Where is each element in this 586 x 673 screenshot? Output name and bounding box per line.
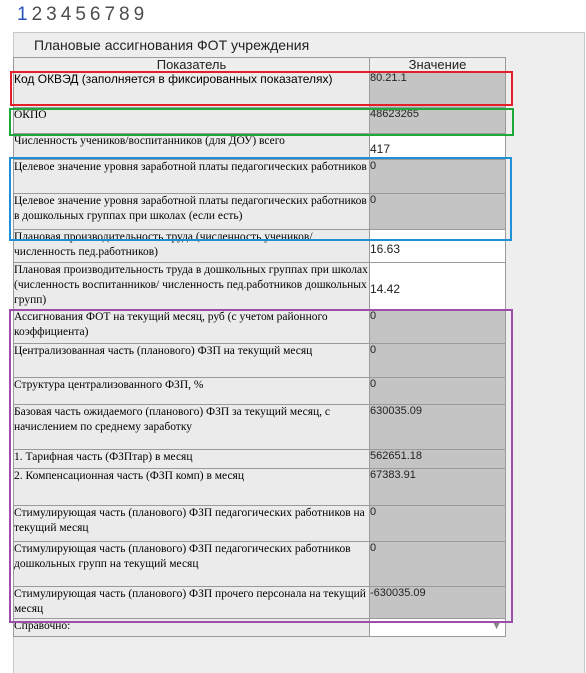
row-label: ОКПО	[14, 108, 370, 134]
table-row	[14, 108, 506, 134]
table-row	[14, 72, 506, 108]
row-value[interactable]: 562651.18	[370, 450, 506, 469]
page-link-2[interactable]: 2	[31, 4, 43, 25]
reference-label: Справочно:	[14, 619, 370, 637]
row-label: 2. Компенсационная часть (ФЗП комп) в месяц	[14, 469, 370, 506]
table-row	[14, 194, 506, 230]
row-label: Стимулирующая часть (планового) ФЗП педагогических работников на текущий месяц	[14, 506, 370, 542]
table-row	[14, 405, 506, 450]
page-link-5[interactable]: 5	[75, 4, 86, 25]
row-label: Централизованная часть (планового) ФЗП на текущий месяц	[14, 344, 370, 378]
row-label: Структура централизованного ФЗП, %	[14, 378, 370, 405]
row-value[interactable]: 0	[370, 378, 506, 405]
row-label: Ассигнования ФОТ на текущий месяц, руб (с учетом районного коэффициента)	[14, 310, 370, 344]
table-row	[14, 160, 506, 194]
row-value[interactable]: 630035.09	[370, 405, 506, 450]
page-link-7[interactable]: 7	[104, 4, 116, 25]
row-label: Численность учеников/воспитанников (для ДОУ) всего	[14, 134, 370, 160]
page-link-8[interactable]: 8	[119, 4, 130, 25]
page-link-9[interactable]: 9	[133, 4, 145, 25]
column-header-indicator: Показатель	[14, 58, 370, 72]
row-value[interactable]: 80.21.1	[370, 72, 506, 108]
row-value[interactable]: 0	[370, 160, 506, 194]
table-row	[14, 230, 506, 263]
page-link-6[interactable]: 6	[89, 4, 101, 25]
row-value[interactable]: 14.42	[370, 263, 506, 310]
section-title: Плановые ассигнования ФОТ учреждения	[34, 37, 310, 53]
table-row	[14, 506, 506, 542]
row-label: 1. Тарифная часть (ФЗПтар) в месяц	[14, 450, 370, 469]
row-label: Базовая часть ожидаемого (планового) ФЗП за текущий месяц, с начислением по среднему заработку	[14, 405, 370, 450]
table-row	[14, 378, 506, 405]
table-header	[14, 58, 506, 72]
page-link-3[interactable]: 3	[46, 4, 57, 25]
table-row	[14, 619, 506, 637]
row-value[interactable]: 0	[370, 542, 506, 587]
row-label: Плановая производительность труда (численность учеников/ численность пед.работников)	[14, 230, 370, 263]
row-value[interactable]: 0	[370, 506, 506, 542]
page-link-4[interactable]: 4	[60, 4, 72, 25]
table-row	[14, 469, 506, 506]
column-header-value: Значение	[370, 58, 506, 72]
row-label: Плановая производительность труда в дошкольных группах при школах (численность воспитанников/ численность пед.работников дошкольных групп)	[14, 263, 370, 310]
row-label: Стимулирующая часть (планового) ФЗП педагогических работников дошкольных групп на текущий месяц	[14, 542, 370, 587]
row-value[interactable]: -630035.09	[370, 587, 506, 619]
row-value[interactable]: 67383.91	[370, 469, 506, 506]
row-label: Целевое значение уровня заработной платы педагогических работников в дошкольных группах при школах (если есть)	[14, 194, 370, 230]
row-label: Код ОКВЭД (заполняется в фиксированных показателях)	[14, 72, 370, 108]
table-row	[14, 310, 506, 344]
indicators-table	[13, 57, 506, 637]
row-label: Стимулирующая часть (планового) ФЗП прочего персонала на текущий месяц	[14, 587, 370, 619]
table-row	[14, 450, 506, 469]
row-value[interactable]: 417	[370, 134, 506, 160]
row-value[interactable]: 0	[370, 310, 506, 344]
row-value[interactable]: 16.63	[370, 230, 506, 263]
row-label: Целевое значение уровня заработной платы педагогических работников	[14, 160, 370, 194]
row-value[interactable]: 0	[370, 344, 506, 378]
table-row	[14, 344, 506, 378]
row-value[interactable]: 48623265	[370, 108, 506, 134]
table-row	[14, 134, 506, 160]
table-row	[14, 587, 506, 619]
reference-dropdown[interactable]	[370, 619, 506, 637]
table-row	[14, 542, 506, 587]
pagination	[17, 4, 144, 26]
page-link-1[interactable]: 1	[17, 4, 28, 25]
table-row	[14, 263, 506, 310]
row-value[interactable]: 0	[370, 194, 506, 230]
chevron-down-icon: ▼	[493, 621, 500, 631]
